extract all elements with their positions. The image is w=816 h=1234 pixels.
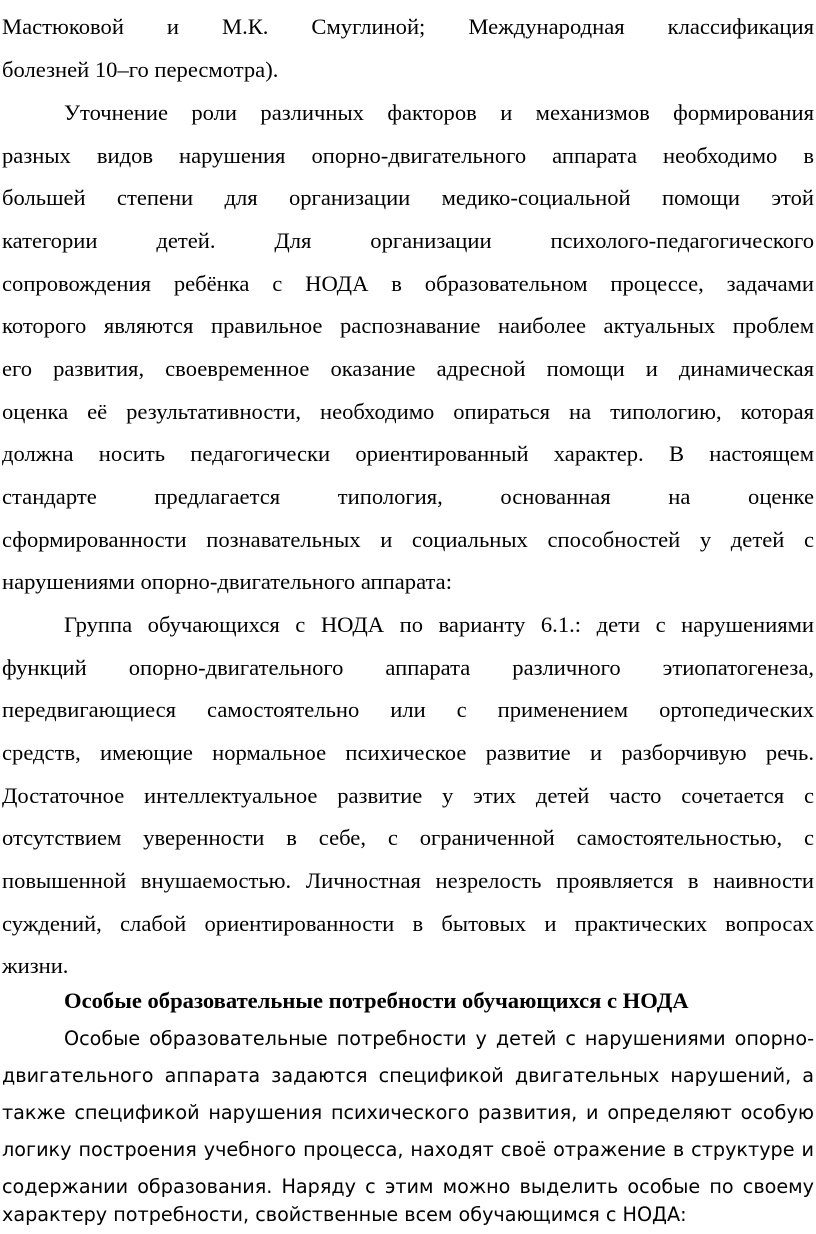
text-line: болезней 10–го пересмотра). [2, 57, 279, 82]
text-line: его развития, своевременное оказание адресной помощи и динамическая [2, 356, 814, 381]
text-line: которого являются правильное распознавание наиболее актуальных проблем [2, 313, 814, 338]
text-line: передвигающиеся самостоятельно или с применением ортопедических [2, 697, 814, 722]
text-line: стандарте предлагается типология, основанная на оценке [2, 484, 814, 509]
text-line: Мастюковой и М.К. Смуглиной; Международная классификация [2, 14, 814, 39]
text-line: также спецификой нарушения психического развития, и определяют особую [2, 1101, 814, 1124]
section-heading: Особые образовательные потребности обучающихся с НОДА [64, 988, 689, 1013]
text-line: категории детей. Для организации психолого-педагогического [2, 228, 814, 253]
text-line: суждений, слабой ориентированности в бытовых и практических вопросах [2, 911, 814, 936]
text-line: характеру потребности, свойственные всем обучающимся с НОДА: [2, 1203, 687, 1226]
text-line: нарушениями опорно-двигательного аппарата: [2, 569, 452, 594]
text-line: оценка её результативности, необходимо опираться на типологию, которая [2, 399, 814, 424]
text-line: разных видов нарушения опорно-двигательного аппарата необходимо в [2, 143, 814, 168]
text-line: повышенной внушаемостью. Личностная незрелость проявляется в наивности [2, 868, 814, 893]
text-line: большей степени для организации медико-социальной помощи этой [2, 185, 814, 210]
text-line: содержании образования. Наряду с этим можно выделить особые по своему [2, 1175, 814, 1198]
text-line: Достаточное интеллектуальное развитие у этих детей часто сочетается с [2, 783, 814, 808]
text-line: двигательного аппарата задаются спецификой двигательных нарушений, а [2, 1064, 814, 1087]
text-line: Уточнение роли различных факторов и механизмов формирования [64, 100, 814, 125]
text-line: Особые образовательные потребности у детей с нарушениями опорно- [64, 1027, 814, 1050]
text-line: сформированности познавательных и социальных способностей у детей с [2, 527, 814, 552]
text-line: сопровождения ребёнка с НОДА в образовательном процессе, задачами [2, 271, 814, 296]
text-line: Группа обучающихся с НОДА по варианту 6.1.: дети с нарушениями [64, 612, 814, 637]
text-line: средств, имеющие нормальное психическое развитие и разборчивую речь. [2, 740, 814, 765]
text-line: логику построения учебного процесса, находят своё отражение в структуре и [2, 1138, 814, 1161]
text-line: отсутствием уверенности в себе, с ограниченной самостоятельностью, с [2, 825, 814, 850]
text-line: функций опорно-двигательного аппарата различного этиопатогенеза, [2, 655, 814, 680]
text-line: жизни. [2, 953, 69, 978]
text-line: должна носить педагогически ориентированный характер. В настоящем [2, 441, 814, 466]
